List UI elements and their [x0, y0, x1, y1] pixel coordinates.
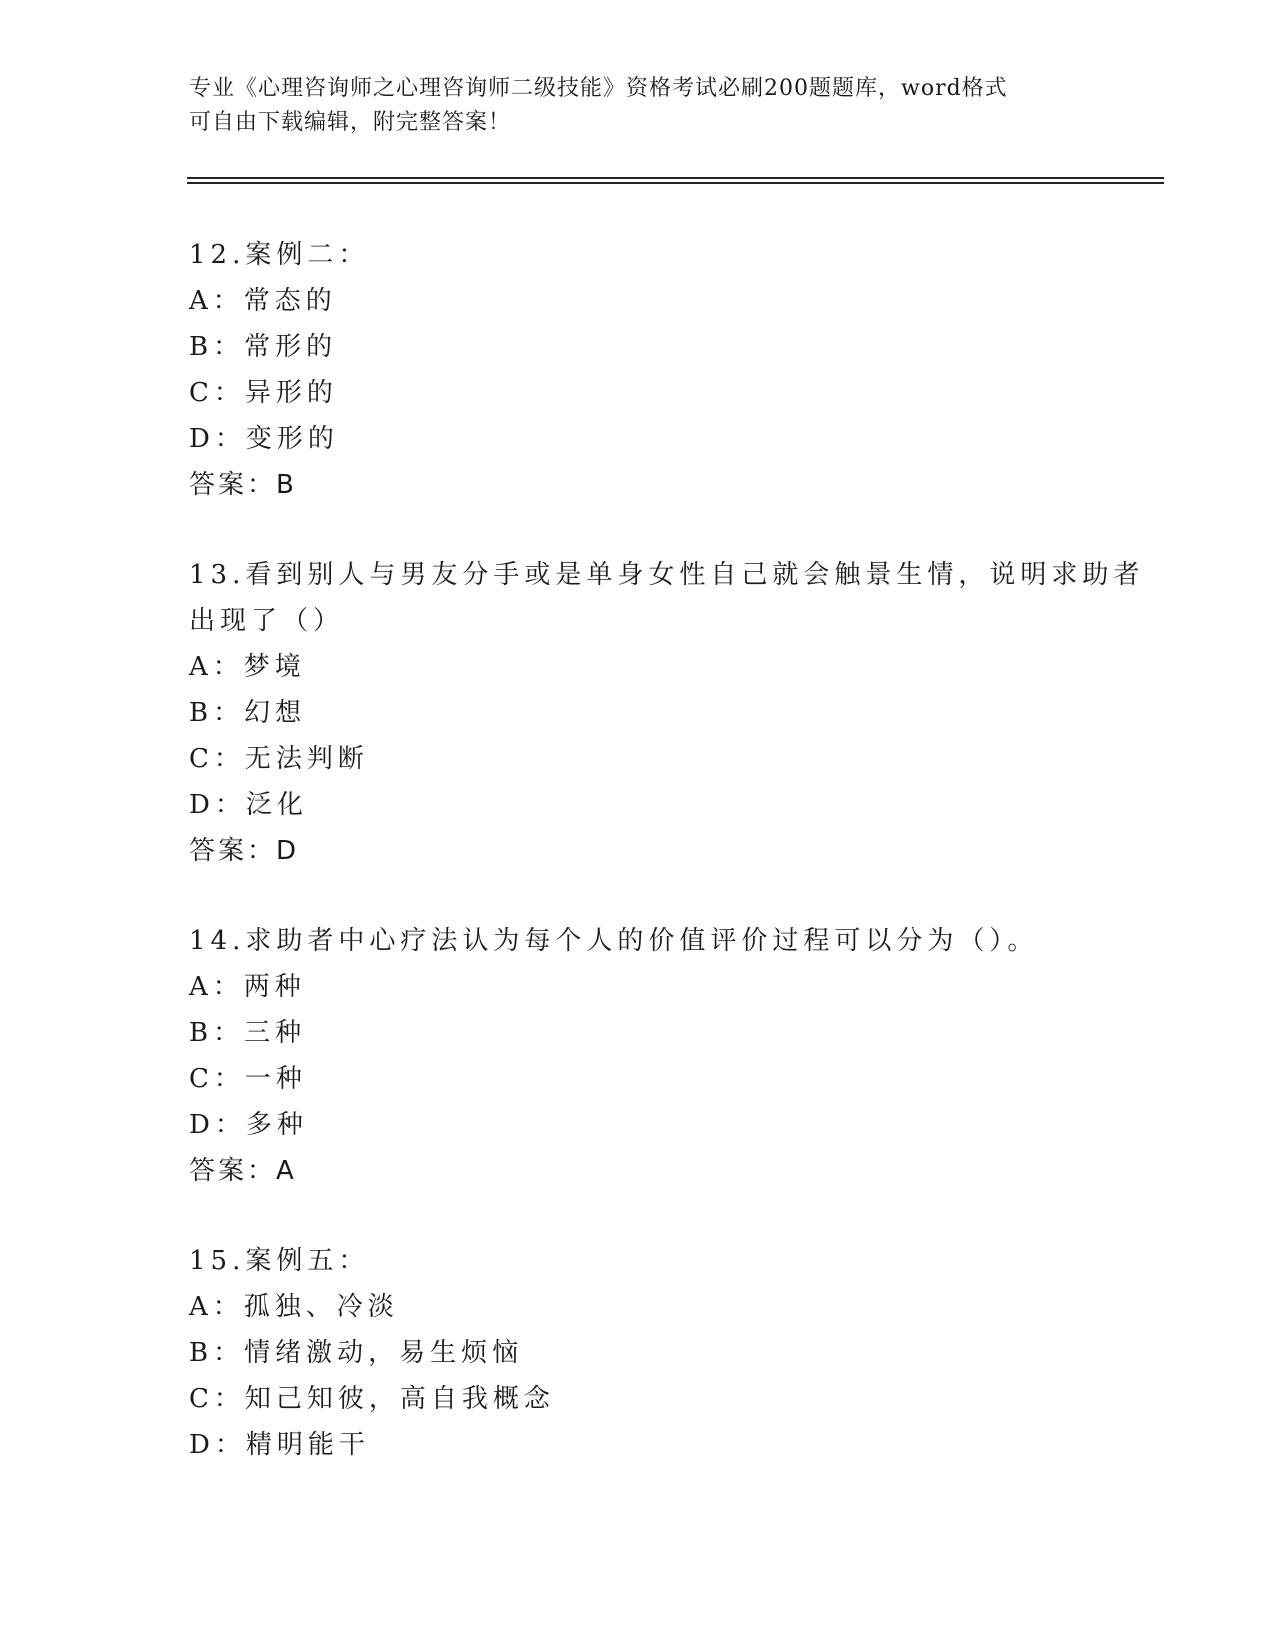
question-title: 15.案例五： [189, 1246, 370, 1276]
question-title: 14.求助者中心疗法认为每个人的价值评价过程可以分为（）。 [189, 926, 1039, 956]
header-line-1: 专业《心理咨询师之心理咨询师二级技能》资格考试必刷200题题库，word格式 [189, 76, 1008, 101]
option-b: B：三种 [189, 1018, 307, 1048]
option-a: A：孤独、冷淡 [189, 1292, 399, 1322]
question-12 [189, 232, 1089, 508]
option-d: D：精明能干 [189, 1430, 370, 1460]
option-c: C：知己知彼，高自我概念 [189, 1384, 555, 1414]
question-15 [189, 1238, 1089, 1468]
option-b: B：常形的 [189, 332, 338, 362]
document-header [189, 72, 1089, 140]
question-13 [189, 552, 1145, 874]
option-d: D：多种 [189, 1110, 308, 1140]
header-divider-top [187, 177, 1164, 179]
option-c: C：一种 [189, 1064, 307, 1094]
header-divider-bottom [187, 182, 1164, 184]
question-title: 12.案例二： [189, 240, 370, 270]
answer-label: 答案：A [189, 1156, 297, 1186]
option-a: A：常态的 [189, 286, 337, 316]
question-title-line-1: 13.看到别人与男友分手或是单身女性自己就会触景生情，说明求助者 [189, 560, 1145, 590]
answer-label: 答案：B [189, 470, 297, 500]
option-c: C：异形的 [189, 378, 338, 408]
question-title-line-2: 出现了（） [189, 606, 345, 636]
header-line-2: 可自由下载编辑，附完整答案！ [189, 110, 512, 135]
answer-label: 答案：D [189, 836, 300, 866]
option-a: A：梦境 [189, 652, 306, 682]
option-a: A：两种 [189, 972, 306, 1002]
option-b: B：情绪激动，易生烦恼 [189, 1338, 524, 1368]
question-14 [189, 918, 1089, 1194]
option-b: B：幻想 [189, 698, 307, 728]
option-d: D：泛化 [189, 790, 308, 820]
option-d: D：变形的 [189, 424, 339, 454]
option-c: C：无法判断 [189, 744, 369, 774]
